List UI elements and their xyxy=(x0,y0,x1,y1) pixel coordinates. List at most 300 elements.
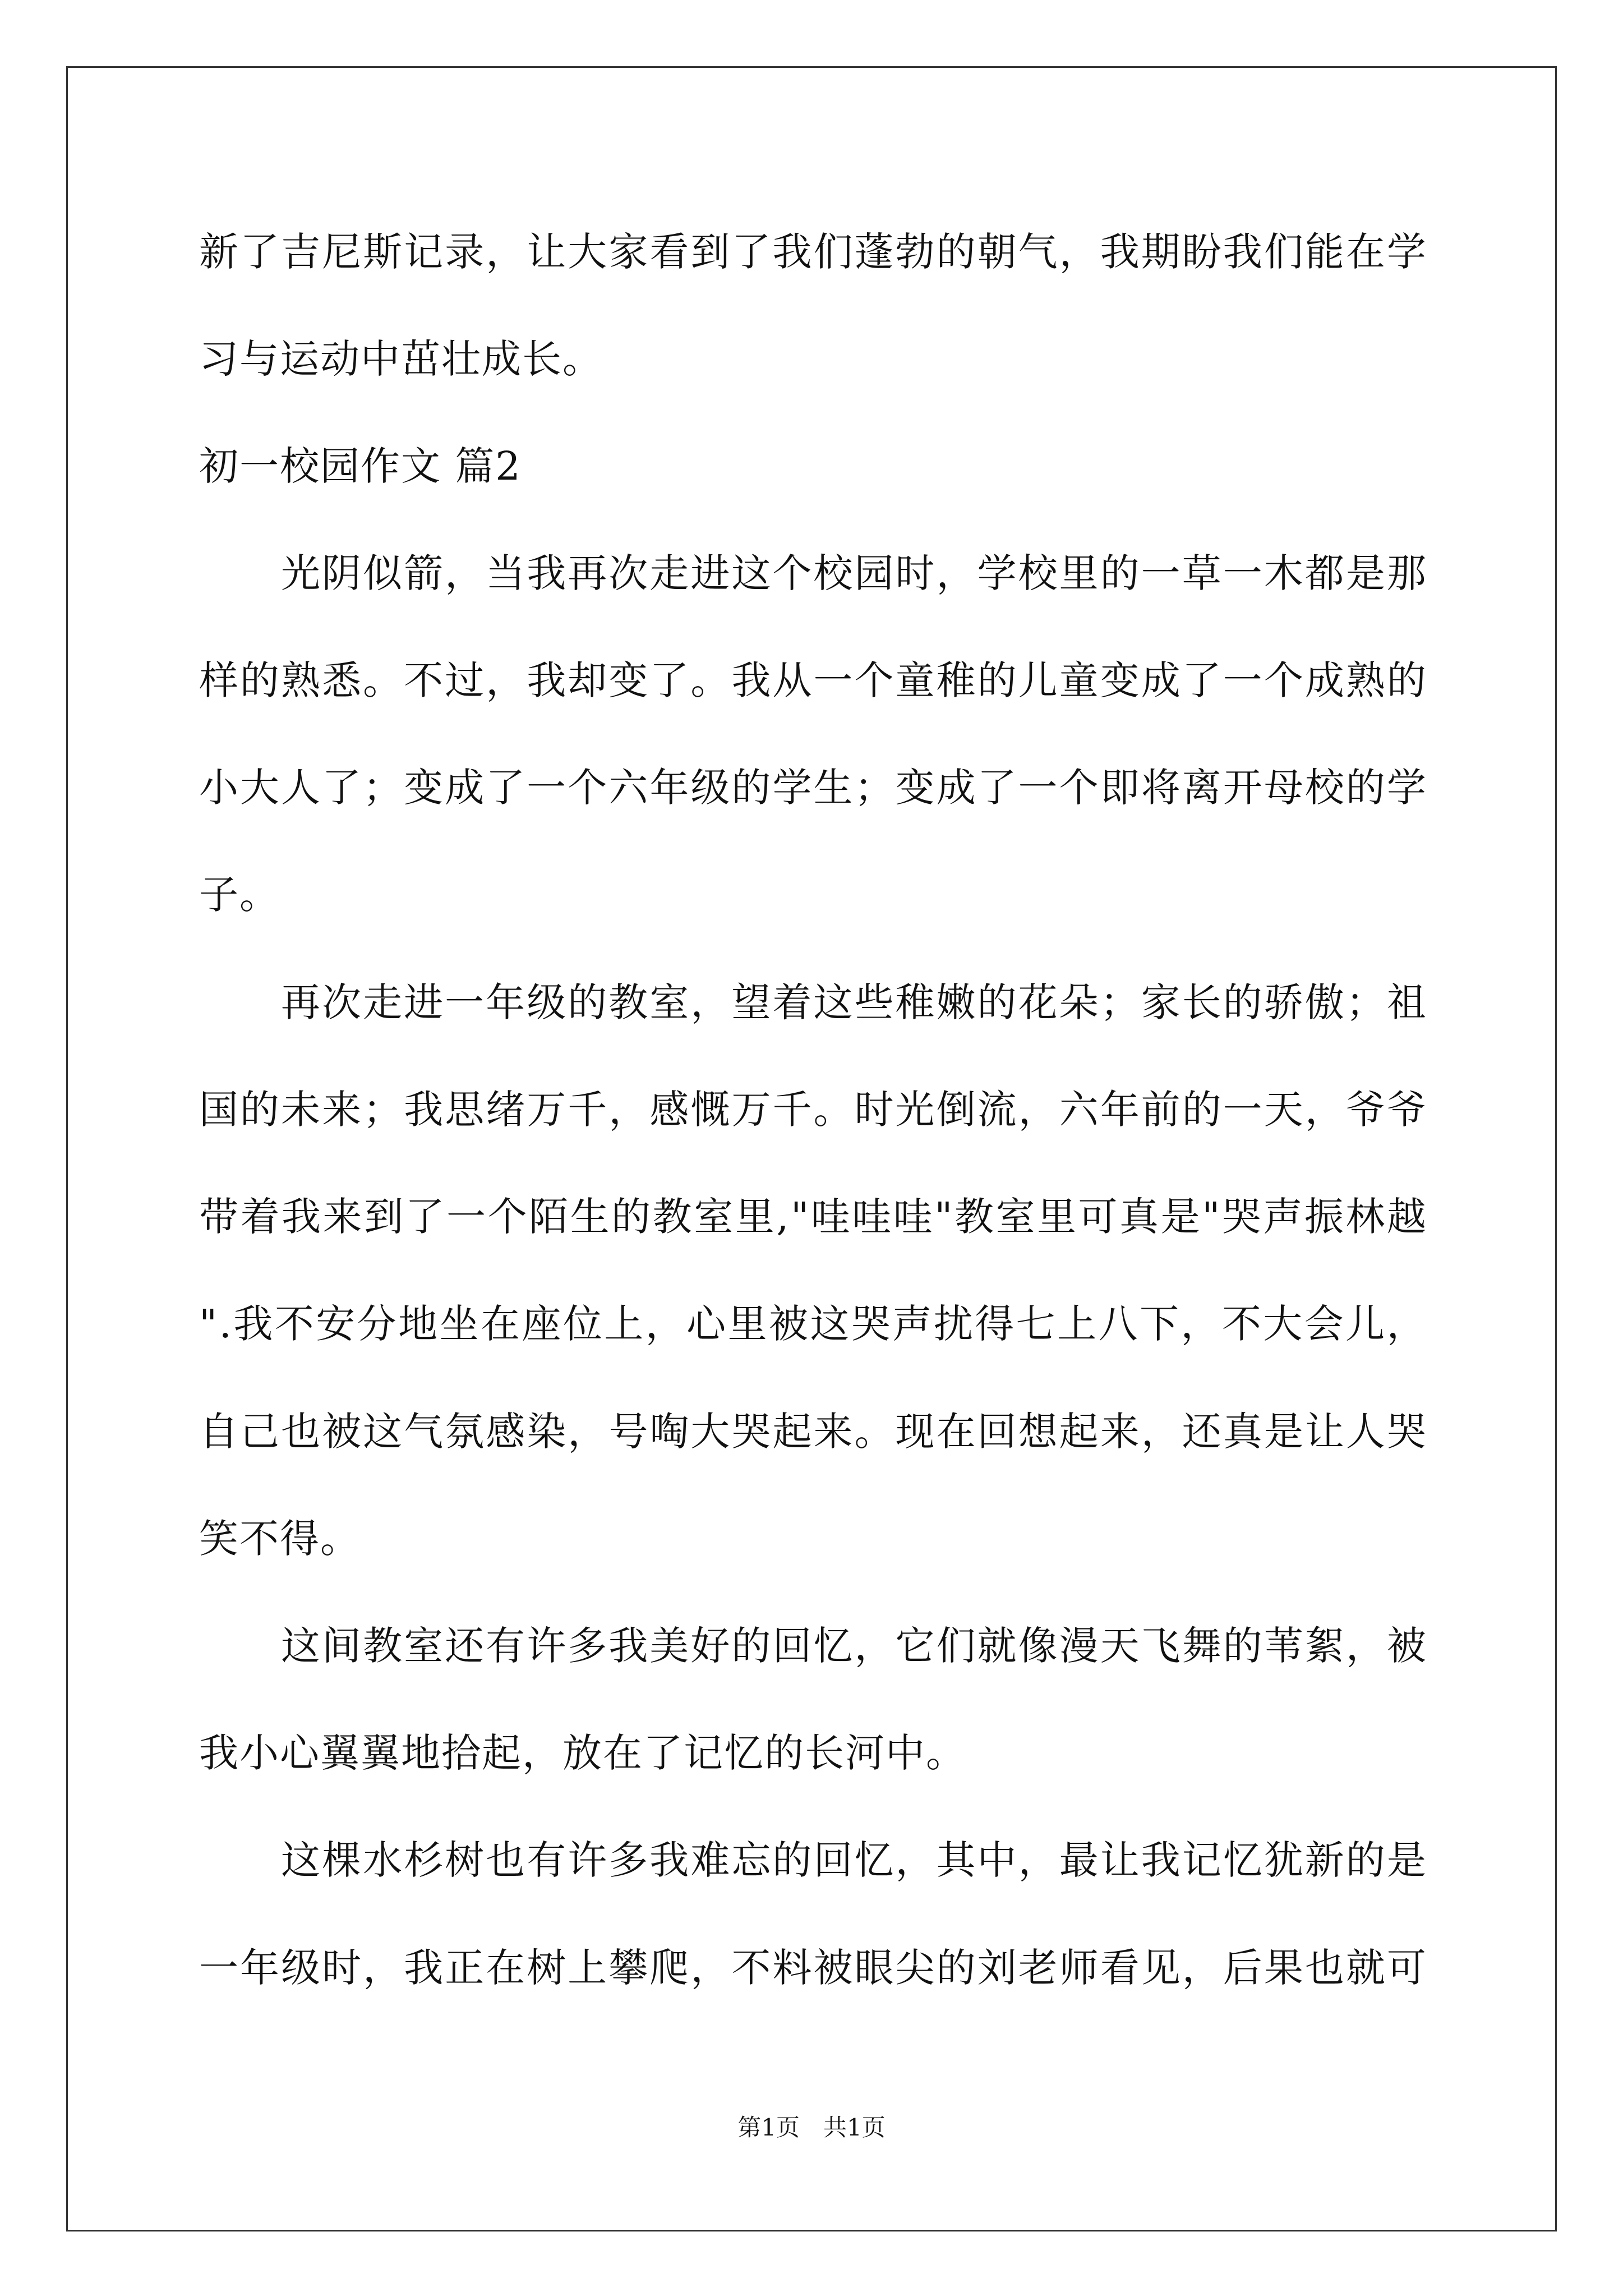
text-char: 家 xyxy=(1141,979,1182,1025)
text-char: 小 xyxy=(199,765,239,811)
text-char: 舞 xyxy=(1182,1623,1223,1669)
text-char: 会 xyxy=(1304,1301,1345,1347)
text-line xyxy=(199,1913,1427,2023)
text-char: 长 xyxy=(1182,979,1223,1025)
text-char: 气 xyxy=(404,1409,445,1455)
text-char: 杉 xyxy=(404,1837,445,1883)
text-char: 成 xyxy=(445,765,486,811)
page-number-footer: 第1页 共1页 xyxy=(737,2114,886,2141)
text-char: " xyxy=(1202,1194,1221,1240)
text-char: 将 xyxy=(1141,765,1182,811)
text-char: 来 xyxy=(322,1087,363,1133)
text-char: 时 xyxy=(895,550,936,596)
text-char: 教 xyxy=(652,1194,693,1240)
text-char: 老 xyxy=(1018,1945,1059,1991)
text-char: ， xyxy=(895,1837,936,1883)
text-char: 。 xyxy=(690,657,731,703)
text-char: 次 xyxy=(608,550,649,596)
text-char: 可 xyxy=(1386,1945,1427,1991)
text-char: 上 xyxy=(1057,1301,1098,1347)
text-line xyxy=(199,197,1427,307)
text-char: 骄 xyxy=(1264,979,1304,1025)
text-char: 进 xyxy=(690,550,731,596)
text-char: 爷 xyxy=(1386,1087,1427,1133)
text-char: 师 xyxy=(1059,1945,1100,1991)
text-char: 回 xyxy=(772,1623,813,1669)
text-line xyxy=(199,733,1427,843)
text-char: 是 xyxy=(1345,550,1386,596)
text-char: 斯 xyxy=(363,229,404,275)
text-char: 变 xyxy=(1100,657,1141,703)
text-char: 的 xyxy=(1345,765,1386,811)
text-char: 的 xyxy=(977,979,1018,1025)
text-char: " xyxy=(791,1194,810,1240)
text-char: 。 xyxy=(813,1087,854,1133)
text-char: 座 xyxy=(522,1301,562,1347)
text-char: 多 xyxy=(568,1623,608,1669)
text-char: 的 xyxy=(731,1623,772,1669)
text-char: 难 xyxy=(690,1837,731,1883)
text-char: 坐 xyxy=(439,1301,480,1347)
text-char: 也 xyxy=(486,1837,527,1883)
text-char: 未 xyxy=(281,1087,322,1133)
text-char: 其 xyxy=(936,1837,977,1883)
text-char: 声 xyxy=(892,1301,933,1347)
text-char: 熟 xyxy=(281,657,322,703)
text-char: ； xyxy=(1345,979,1386,1025)
text-char: 期 xyxy=(1141,229,1182,275)
text-char: 忆 xyxy=(854,1837,895,1883)
text-char: 好 xyxy=(690,1623,731,1669)
text-char: 些 xyxy=(854,979,895,1025)
text-char: 忘 xyxy=(731,1837,772,1883)
text-char: 的 xyxy=(1223,1623,1264,1669)
text-char: 上 xyxy=(604,1301,645,1347)
text-char: 这 xyxy=(813,979,854,1025)
text-char: 最 xyxy=(1059,1837,1100,1883)
text-char: 校 xyxy=(1304,765,1345,811)
text-char: 过 xyxy=(445,657,486,703)
text-char: 朝 xyxy=(977,229,1018,275)
text-char: 悉 xyxy=(322,657,363,703)
text-char: ； xyxy=(363,1087,404,1133)
text-char: 草 xyxy=(1182,550,1223,596)
text-char: 许 xyxy=(568,1837,608,1883)
text-char: 人 xyxy=(281,765,322,811)
text-char: 六 xyxy=(1059,1087,1100,1133)
text-char: 家 xyxy=(608,229,649,275)
text-char: ， xyxy=(854,1623,895,1669)
text-char: 像 xyxy=(1018,1623,1059,1669)
text-char: 在 xyxy=(1345,229,1386,275)
text-char: 我 xyxy=(404,1087,445,1133)
text-char: 我 xyxy=(731,657,772,703)
text-char: 倒 xyxy=(936,1087,977,1133)
text-char: 年 xyxy=(649,765,690,811)
text-char: 新 xyxy=(1304,1837,1345,1883)
text-char: 就 xyxy=(1345,1945,1386,1991)
text-char: ， xyxy=(568,1409,608,1455)
text-char: 哇 xyxy=(852,1194,893,1240)
text-char: 飞 xyxy=(1141,1623,1182,1669)
text-char: 气 xyxy=(1018,229,1059,275)
text-char: 里 xyxy=(735,1194,776,1240)
text-char: 了 xyxy=(649,657,690,703)
text-char: 也 xyxy=(281,1409,322,1455)
text-char: 了 xyxy=(405,1194,446,1240)
text-char: 变 xyxy=(404,765,445,811)
text-char: ， xyxy=(486,657,527,703)
text-char: 一 xyxy=(199,1945,239,1991)
text-char: 生 xyxy=(813,765,854,811)
text-char: ， xyxy=(608,1087,649,1133)
text-char: 在 xyxy=(480,1301,521,1347)
text-char: 来 xyxy=(322,1194,363,1240)
text-char: 木 xyxy=(1264,550,1304,596)
text-char: 盼 xyxy=(1182,229,1223,275)
text-char: 刘 xyxy=(977,1945,1018,1991)
text-line xyxy=(199,626,1427,735)
text-char: 的 xyxy=(240,657,281,703)
text-char: 年 xyxy=(486,979,527,1025)
text-char: 光 xyxy=(281,550,321,596)
text-char: 回 xyxy=(813,1837,854,1883)
text-char: 氛 xyxy=(445,1409,486,1455)
text-char: 是 xyxy=(1264,1409,1304,1455)
text-char: ， xyxy=(1181,1301,1221,1347)
text-char: 染 xyxy=(527,1409,568,1455)
text-line xyxy=(199,1055,1427,1165)
text-char: 学 xyxy=(772,765,813,811)
text-char: ， xyxy=(1141,1409,1182,1455)
text-char: 祖 xyxy=(1386,979,1427,1025)
text-char: 得 xyxy=(975,1301,1016,1347)
text-char: 变 xyxy=(895,765,936,811)
text-char: 的 xyxy=(240,1087,281,1133)
text-char: 熟 xyxy=(1345,657,1386,703)
paragraph-first-line xyxy=(281,1591,1427,1701)
text-char: 勃 xyxy=(895,229,936,275)
text-char: 这 xyxy=(363,1409,404,1455)
text-char: 安 xyxy=(316,1301,357,1347)
text-char: 它 xyxy=(895,1623,936,1669)
text-char: 望 xyxy=(731,979,772,1025)
text-char: 真 xyxy=(1119,1194,1160,1240)
text-char: 傲 xyxy=(1304,979,1345,1025)
text-char: 下 xyxy=(1139,1301,1180,1347)
text-char: 树 xyxy=(527,1945,568,1991)
text-char: 学 xyxy=(1386,765,1427,811)
text-char: 一 xyxy=(813,657,854,703)
text-char: 到 xyxy=(690,229,731,275)
text-char: 国 xyxy=(199,1087,239,1133)
text-char: 也 xyxy=(1304,1945,1345,1991)
text-char: 一 xyxy=(446,1194,487,1240)
text-char: 个 xyxy=(1059,765,1100,811)
text-char: 多 xyxy=(608,1837,649,1883)
text-char: 我 xyxy=(1100,229,1141,275)
text-char: 见 xyxy=(1141,1945,1182,1991)
text-char: 室 xyxy=(404,1623,445,1669)
text-char: 童 xyxy=(1059,657,1100,703)
text-char: 水 xyxy=(363,1837,404,1883)
text-char: 们 xyxy=(936,1623,977,1669)
text-char: 园 xyxy=(854,550,895,596)
text-char: 个 xyxy=(854,657,895,703)
text-char: 儿 xyxy=(1345,1301,1386,1347)
text-char: 着 xyxy=(772,979,813,1025)
text-char: 学 xyxy=(977,550,1018,596)
text-char: 哭 xyxy=(1221,1194,1262,1240)
text-char: 开 xyxy=(1223,765,1264,811)
text-char: 哇 xyxy=(893,1194,934,1240)
text-char: 里 xyxy=(1059,550,1100,596)
text-line: 我小心翼翼地拾起，放在了记忆的长河中。 xyxy=(199,1730,966,1776)
text-char: ， xyxy=(1304,1087,1345,1133)
paragraph-first-line xyxy=(281,948,1427,1057)
text-char: 来 xyxy=(813,1409,854,1455)
text-char: 爷 xyxy=(1345,1087,1386,1133)
text-char: 声 xyxy=(1263,1194,1304,1240)
text-char: 被 xyxy=(322,1409,363,1455)
text-char: 有 xyxy=(486,1623,527,1669)
text-char: 让 xyxy=(1304,1409,1345,1455)
section-heading: 初一校园作文 篇2 xyxy=(199,443,522,489)
text-char: 陌 xyxy=(529,1194,570,1240)
text-char: 嫩 xyxy=(936,979,977,1025)
text-char: 走 xyxy=(649,550,690,596)
text-char: 正 xyxy=(445,1945,486,1991)
text-line xyxy=(199,1162,1427,1272)
text-char: 个 xyxy=(772,550,813,596)
text-char: 室 xyxy=(694,1194,735,1240)
text-char: 我 xyxy=(404,1945,445,1991)
text-char: 美 xyxy=(649,1623,690,1669)
text-char: 教 xyxy=(954,1194,995,1240)
text-char: 棵 xyxy=(322,1837,363,1883)
text-char: ， xyxy=(1345,1623,1386,1669)
text-char: 年 xyxy=(1100,1087,1141,1133)
text-char: 攀 xyxy=(608,1945,649,1991)
text-char: ， xyxy=(363,1945,404,1991)
text-char: 爬 xyxy=(649,1945,690,1991)
text-char: 成 xyxy=(936,765,977,811)
text-char: 当 xyxy=(486,550,527,596)
text-char: 尼 xyxy=(322,229,363,275)
text-char: 回 xyxy=(977,1409,1018,1455)
text-char: 箭 xyxy=(404,550,445,596)
text-char: 号 xyxy=(608,1409,649,1455)
text-char: ； xyxy=(1100,979,1141,1025)
text-char: 千 xyxy=(772,1087,813,1133)
text-char: 后 xyxy=(1223,1945,1264,1991)
text-char: 哭 xyxy=(1386,1409,1427,1455)
text-char: 分 xyxy=(357,1301,398,1347)
paragraph-first-line xyxy=(281,519,1427,628)
text-char: 了 xyxy=(1182,657,1223,703)
text-char: 吉 xyxy=(281,229,322,275)
text-char: 离 xyxy=(1182,765,1223,811)
text-char: 我 xyxy=(772,229,813,275)
text-char: 大 xyxy=(690,1409,731,1455)
text-line xyxy=(199,1377,1427,1487)
text-line: 笑不得。 xyxy=(199,1516,361,1562)
text-char: 里 xyxy=(1037,1194,1078,1240)
text-char: 地 xyxy=(398,1301,439,1347)
text-char: 流 xyxy=(977,1087,1018,1133)
text-char: 七 xyxy=(1016,1301,1057,1347)
text-char: 林 xyxy=(1345,1194,1386,1240)
text-char: 到 xyxy=(364,1194,405,1240)
text-char: 儿 xyxy=(1018,657,1059,703)
text-char: ， xyxy=(1182,1945,1223,1991)
text-char: " xyxy=(934,1194,954,1240)
text-char: 着 xyxy=(240,1194,281,1240)
text-char: 哭 xyxy=(851,1301,892,1347)
text-char: 的 xyxy=(1223,979,1264,1025)
text-char: 絮 xyxy=(1304,1623,1345,1669)
text-char: 六 xyxy=(608,765,649,811)
text-char: 是 xyxy=(1386,1837,1427,1883)
text-char: 越 xyxy=(1386,1194,1427,1240)
text-char: 年 xyxy=(240,1945,281,1991)
text-char: , xyxy=(776,1194,790,1240)
text-char: 的 xyxy=(1345,1837,1386,1883)
text-char: 时 xyxy=(322,1945,363,1991)
text-char: 人 xyxy=(1345,1409,1386,1455)
text-char: 天 xyxy=(1264,1087,1304,1133)
text-char: 被 xyxy=(1386,1623,1427,1669)
text-char: 慨 xyxy=(690,1087,731,1133)
text-char: 的 xyxy=(611,1194,652,1240)
text-char: 上 xyxy=(568,1945,608,1991)
text-char: 看 xyxy=(1100,1945,1141,1991)
text-char: 被 xyxy=(813,1945,854,1991)
text-char: 的 xyxy=(1182,1087,1223,1133)
text-char: 生 xyxy=(570,1194,611,1240)
text-char: 大 xyxy=(1263,1301,1304,1347)
text-char: 前 xyxy=(1141,1087,1182,1133)
text-char: 起 xyxy=(772,1409,813,1455)
text-char: 自 xyxy=(199,1409,239,1455)
text-char: 校 xyxy=(813,550,854,596)
text-char: 在 xyxy=(936,1409,977,1455)
text-char: 己 xyxy=(240,1409,281,1455)
text-char: 一 xyxy=(445,979,486,1025)
text-char: 一 xyxy=(1223,550,1264,596)
text-char: 让 xyxy=(527,229,568,275)
text-char: 光 xyxy=(895,1087,936,1133)
text-char: 我 xyxy=(527,657,568,703)
text-char: 再 xyxy=(281,979,321,1025)
text-char: 树 xyxy=(445,1837,486,1883)
text-char: 哇 xyxy=(810,1194,851,1240)
text-char: 还 xyxy=(1182,1409,1223,1455)
text-char: 再 xyxy=(568,550,608,596)
text-char: 的 xyxy=(1100,550,1141,596)
text-char: 级 xyxy=(690,765,731,811)
text-char: 的 xyxy=(568,979,608,1025)
text-char: 八 xyxy=(1098,1301,1139,1347)
text-char: 我 xyxy=(1223,229,1264,275)
text-char: 我 xyxy=(608,1623,649,1669)
text-char: 们 xyxy=(1264,229,1304,275)
text-char: 感 xyxy=(649,1087,690,1133)
text-char: 蓬 xyxy=(854,229,895,275)
text-char: 这 xyxy=(281,1623,321,1669)
text-char: 大 xyxy=(568,229,608,275)
text-char: 个 xyxy=(487,1194,528,1240)
text-char: 母 xyxy=(1264,765,1304,811)
text-char: 的 xyxy=(936,1945,977,1991)
text-char: 都 xyxy=(1304,550,1345,596)
text-char: 我 xyxy=(282,1194,322,1240)
text-char: 里 xyxy=(727,1301,768,1347)
text-char: 一 xyxy=(1018,765,1059,811)
text-char: 是 xyxy=(1160,1194,1201,1240)
text-char: 从 xyxy=(772,657,813,703)
text-char: ， xyxy=(690,979,731,1025)
text-char: ， xyxy=(690,1945,731,1991)
text-char: " xyxy=(199,1301,219,1347)
text-char: 振 xyxy=(1304,1194,1345,1240)
text-char: 室 xyxy=(649,979,690,1025)
text-char: 这 xyxy=(810,1301,851,1347)
text-char: 。 xyxy=(363,657,404,703)
text-char: 万 xyxy=(731,1087,772,1133)
text-char: ， xyxy=(645,1301,686,1347)
text-char: 校 xyxy=(1018,550,1059,596)
text-char: 想 xyxy=(1018,1409,1059,1455)
text-char: 大 xyxy=(240,765,281,811)
text-char: 眼 xyxy=(854,1945,895,1991)
text-char: 不 xyxy=(1221,1301,1262,1347)
text-char: 千 xyxy=(568,1087,608,1133)
text-char: 个 xyxy=(568,765,608,811)
text-char: 可 xyxy=(1078,1194,1119,1240)
text-char: 被 xyxy=(769,1301,810,1347)
text-char: 教 xyxy=(608,979,649,1025)
text-char: 教 xyxy=(363,1623,404,1669)
text-char: 天 xyxy=(1100,1623,1141,1669)
text-char: 那 xyxy=(1386,550,1427,596)
text-line: 习与运动中茁壮成长。 xyxy=(199,336,603,382)
text-char: 这 xyxy=(731,550,772,596)
text-char: 了 xyxy=(486,765,527,811)
text-char: 漫 xyxy=(1059,1623,1100,1669)
text-char: 进 xyxy=(404,979,445,1025)
text-char: 变 xyxy=(608,657,649,703)
text-char: 的 xyxy=(1386,657,1427,703)
text-char: 了 xyxy=(322,765,363,811)
text-char: 朵 xyxy=(1059,979,1100,1025)
text-char: 果 xyxy=(1264,1945,1304,1991)
text-char: 不 xyxy=(404,657,445,703)
text-char: 录 xyxy=(445,229,486,275)
text-char: 我 xyxy=(1141,1837,1182,1883)
text-char: 样 xyxy=(199,657,239,703)
text-char: 间 xyxy=(322,1623,363,1669)
text-char: 不 xyxy=(731,1945,772,1991)
text-char: 似 xyxy=(363,550,404,596)
text-char: 走 xyxy=(363,979,404,1025)
text-char: 真 xyxy=(1223,1409,1264,1455)
text-char: 级 xyxy=(527,979,568,1025)
text-char: 尖 xyxy=(895,1945,936,1991)
text-char: 童 xyxy=(895,657,936,703)
text-char: 了 xyxy=(731,229,772,275)
text-char: 让 xyxy=(1100,1837,1141,1883)
